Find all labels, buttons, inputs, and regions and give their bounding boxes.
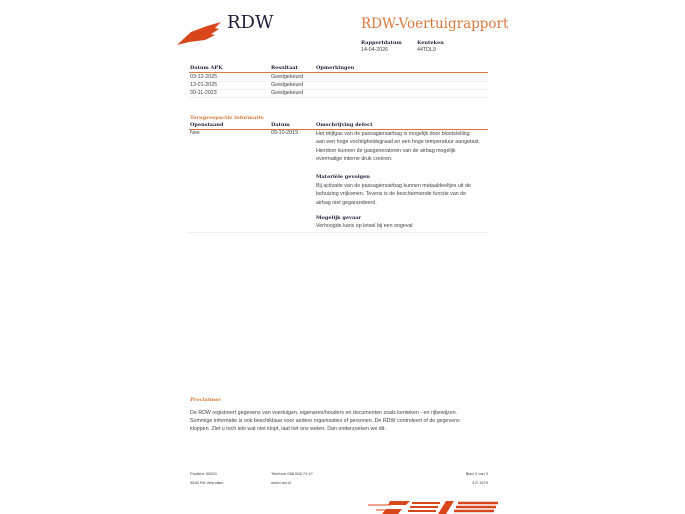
rdw-feather-logo-icon (177, 22, 223, 46)
recall-openstaand: Nee (190, 130, 200, 136)
apk-header-datum: Datum APK (190, 65, 223, 71)
gevaar-title: Mogelijk gevaar (316, 215, 362, 221)
recall-header-openstaand: Openstaand (190, 122, 224, 128)
footer-page-number: Blad 3 van 3 (465, 471, 488, 476)
apk-header-opmerkingen: Opmerkingen (316, 65, 355, 71)
kenteken-value: 44TDL9 (417, 47, 436, 53)
apk-result: Goedgekeurd (271, 82, 304, 88)
text-line: aan een hoge vochtigheidsgraad en een hoge temperatuur aangetast. (316, 139, 481, 146)
apk-result: Goedgekeurd (271, 74, 304, 80)
gevaar-text: Verhoogde kans op letsel bij een ongeval (316, 223, 413, 229)
apk-result: Goedgekeurd (271, 90, 304, 96)
apk-header-resultaat: Resultaat (271, 65, 298, 71)
text-line: airbag niet gegarandeerd. (316, 199, 377, 206)
recall-header-omschrijving: Omschrijving defect (316, 122, 373, 128)
apk-date: 13-01-2025 (190, 82, 218, 88)
divider (189, 81, 488, 82)
text-line: Bij activatie van de passagiersairbag kunnen metaaldeeltjes uit de (316, 183, 471, 189)
footer-code: 3 E 1679 (471, 480, 488, 485)
text-line: kloppen. Ziet u toch iets wat niet klopt, laat het ons weten. Dan onderzoeken we dit. (190, 426, 386, 433)
text-line: Het drijfgas van de passagiersairbag is mogelijk door blootstelling (316, 131, 470, 137)
apk-date: 03-12-2025 (190, 74, 218, 80)
text-line: overmatige interne druk creëren. (316, 156, 393, 163)
proclaimer-title: Proclaimer (190, 397, 221, 403)
divider (189, 72, 488, 73)
divider (189, 97, 488, 98)
recall-title: Terugroepactie informatie (190, 115, 264, 121)
divider (189, 89, 488, 90)
divider (189, 232, 488, 233)
gevolgen-title: Materiële gevolgen (316, 174, 370, 180)
text-line: behuizing vrijkomen. Tevens is de beschermende functie van de (316, 191, 467, 198)
footer-postbus: Postbus 30000 (190, 471, 217, 476)
recall-header-datum: Datum (271, 122, 290, 128)
proclaimer-text (190, 409, 460, 434)
footer-adres: 9640 RA Veendam (190, 480, 224, 485)
footer-telefoon: Telefoon 088 008 74 47 (271, 471, 313, 476)
rapportdatum-label: Rapportdatum (361, 40, 402, 46)
footer-website[interactable]: www.rdw.nl (271, 480, 292, 485)
text-line: Hierdoor kunnen de gasgeneratoren van de airbag mogelijk (316, 147, 456, 154)
recall-datum: 09-10-2019 (271, 130, 299, 136)
page-title: RDW-Voertuigrapport (361, 16, 509, 32)
rapportdatum-value: 14-04-2026 (361, 47, 389, 53)
gevolgen-text (316, 182, 471, 207)
apk-date: 30-11-2023 (190, 90, 217, 96)
rdw-stripes-decoration-icon (368, 499, 508, 514)
text-line: Sommige informatie is ook beschikbaar voor andere organisaties of personen. De RDW controleert of de gegevens (190, 418, 460, 425)
rdw-logo-text: RDW (227, 12, 274, 33)
text-line: De RDW registreert gegevens van voertuigen, eigenaren/houders en documenten zoals kenteken - en rijbewijzen. (190, 410, 458, 416)
kenteken-label: Kenteken (417, 40, 444, 46)
recall-description (316, 130, 480, 164)
